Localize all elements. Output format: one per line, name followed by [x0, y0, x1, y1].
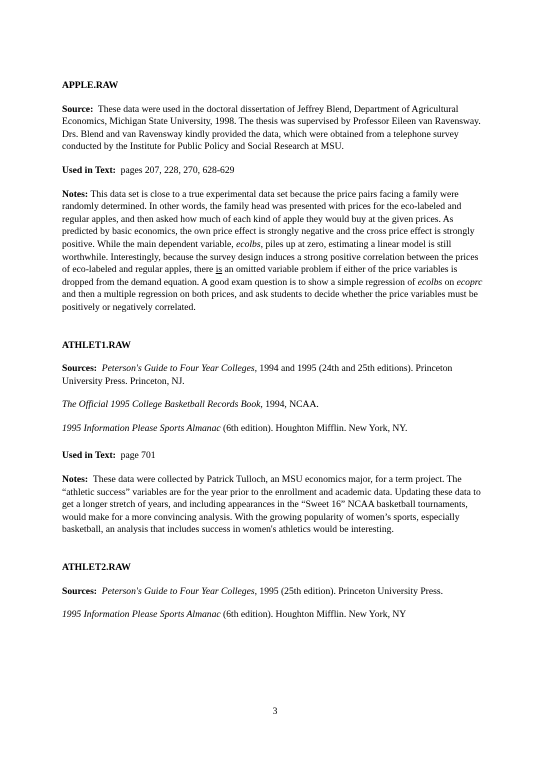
source-title: Peterson's Guide to Four Year Colleges — [101, 585, 255, 597]
source-text: These data were used in the doctoral dissertation of Jeffrey Blend, Department of Agricultural Economics, Michigan State University, 1998. The thesis was supervised by Professor Eileen van Ravensway. Drs. Blend and van Ravensway kindly provided the data, which were obtained from a telephone survey conducted by the Institute for Public Policy and Social Research at MSU. — [62, 103, 481, 153]
source-paragraph — [62, 363, 487, 388]
source-title: The Official 1995 College Basketball Records Book — [62, 399, 261, 411]
source-details: , 1995 (25th edition). Princeton University Press. — [254, 585, 443, 597]
source-title: 1995 Information Please Sports Almanac — [62, 609, 221, 621]
entry-heading: ATHLET1.RAW — [62, 339, 131, 351]
used-in-text-paragraph — [62, 450, 487, 463]
document-page — [62, 80, 487, 633]
notes-text: , piles up at zero, estimating a linear model is still worthwhile. Interestingly, because the survey design induces a strong positive correlation between the prices of eco-labeled and regular apples, there — [62, 238, 479, 276]
notes-text: and then a multiple regression on both prices, and ask students to decide whether the price variables must be positively or negatively correlated. — [62, 289, 478, 313]
used-in-text-label: Used in Text: — [62, 164, 116, 176]
source-paragraph — [62, 423, 487, 436]
source-paragraph — [62, 104, 487, 154]
source-label: Source: — [62, 103, 94, 115]
used-in-text-pages: page 701 — [120, 450, 156, 462]
source-details: , 1994 and 1995 (24th and 25th editions). Princeton University Press. Princeton, NJ. — [62, 363, 453, 387]
notes-paragraph — [62, 189, 487, 315]
used-in-text-paragraph — [62, 165, 487, 178]
notes-text: on — [442, 276, 457, 288]
source-paragraph — [62, 399, 487, 412]
used-in-text-label: Used in Text: — [62, 450, 116, 462]
sources-label: Sources: — [62, 363, 97, 375]
source-title: 1995 Information Please Sports Almanac — [62, 422, 221, 434]
variable-name: ecolbs — [417, 276, 443, 288]
entry-apple-raw — [62, 80, 487, 315]
source-details: (6th edition). Houghton Mifflin. New York, NY. — [220, 422, 408, 434]
variable-name: ecolbs — [236, 238, 261, 250]
used-in-text-pages: pages 207, 228, 270, 628-629 — [120, 164, 235, 176]
page-number: 3 — [272, 706, 278, 717]
entry-athlet2-raw — [62, 562, 487, 622]
notes-text: These data were collected by Patrick Tulloch, an MSU economics major, for a term project. The “athletic success” variables are for the year prior to the enrollment and academic data. Updating these data to get a longer stretch of years, and including appearances in the “Sweet 16” NCAA basketball tournaments, would make for a more convincing analysis. With the growing popularity of women’s sports, especially basketball, an analysis that includes success in women's athletics would be interesting. — [62, 474, 481, 536]
source-title: Peterson's Guide to Four Year Colleges — [101, 363, 255, 375]
notes-text: an omitted variable problem if either of the price variables is dropped from the demand equation. A good exam question is to show a simple regression of — [62, 264, 458, 288]
entry-heading: APPLE.RAW — [62, 80, 119, 91]
notes-paragraph — [62, 474, 487, 537]
notes-label: Notes: — [62, 188, 89, 200]
entry-athlet1-raw — [62, 340, 487, 538]
source-details: (6th edition). Houghton Mifflin. New York, NY — [220, 609, 407, 621]
source-paragraph — [62, 586, 487, 599]
notes-label: Notes: — [62, 474, 89, 486]
source-details: , 1994, NCAA. — [260, 399, 319, 411]
entry-heading: ATHLET2.RAW — [62, 562, 131, 574]
variable-name: ecoprc — [456, 276, 483, 288]
emphasis-text: is — [215, 264, 223, 276]
sources-label: Sources: — [62, 585, 97, 597]
source-paragraph — [62, 609, 487, 622]
notes-text: This data set is close to a true experimental data set because the price pairs facing a family were randomly determined. In other words, the family head was presented with prices for the eco-labeled and regular apples, and then asked how much of each kind of apple they would buy at the given prices. As predicted by basic economics, the own price effect is strongly negative and the cross price effect is strongly positive. While the main dependent variable, — [62, 188, 475, 250]
